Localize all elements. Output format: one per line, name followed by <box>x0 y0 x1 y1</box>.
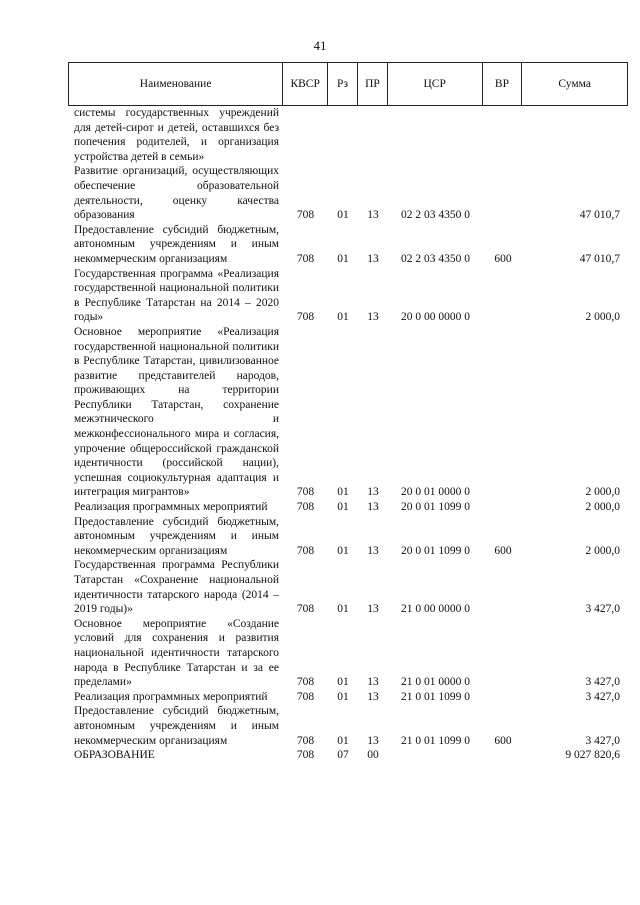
cell-kvsr: 708 <box>296 501 315 514</box>
cell-kvsr: 708 <box>296 544 315 557</box>
cell-sum: 3 427,0 <box>585 676 620 689</box>
cell-rz: 01 <box>337 486 349 499</box>
cell-rz: 01 <box>337 252 349 265</box>
cell-csr: 21 0 01 0000 0 <box>401 676 470 689</box>
table-row <box>68 164 628 222</box>
page-number: 41 <box>313 38 327 53</box>
cell-name: Развитие организаций, осуществляющих обеспечение образовательной деятельности, оценку качества образования <box>74 165 279 222</box>
cell-name: ОБРАЗОВАНИЕ <box>74 749 155 762</box>
header-sum: Сумма <box>558 78 591 90</box>
cell-kvsr: 708 <box>296 690 315 703</box>
cell-pr: 00 <box>367 749 379 762</box>
cell-name: Реализация программных мероприятий <box>74 690 268 703</box>
table-row <box>68 748 628 763</box>
cell-pr: 13 <box>367 690 379 703</box>
cell-kvsr: 708 <box>296 252 315 265</box>
cell-csr: 02 2 03 4350 0 <box>401 209 470 222</box>
table-body <box>68 106 628 763</box>
cell-rz: 01 <box>337 311 349 324</box>
cell-name: Основное мероприятие «Создание условий для сохранения и развития национальной идентичности татарского народа в Республике Татарстан и за ее пределами» <box>74 617 279 689</box>
table-row <box>68 325 628 500</box>
table-row <box>68 106 628 164</box>
cell-name: Реализация программных мероприятий <box>74 501 268 514</box>
cell-csr: 20 0 01 1099 0 <box>401 544 470 557</box>
table-row <box>68 500 628 515</box>
cell-rz: 01 <box>337 209 349 222</box>
cell-kvsr: 708 <box>296 676 315 689</box>
cell-pr: 13 <box>367 734 379 747</box>
cell-sum: 3 427,0 <box>585 690 620 703</box>
cell-kvsr: 708 <box>296 749 315 762</box>
cell-kvsr: 708 <box>296 486 315 499</box>
cell-csr: 21 0 01 1099 0 <box>401 734 470 747</box>
cell-name: системы государственных учреждений для детей-сирот и детей, оставшихся без попечения родителей, и организация устройства детей в семьи» <box>74 107 279 163</box>
cell-rz: 01 <box>337 501 349 514</box>
cell-name: Предоставление субсидий бюджетным, автономным учреждениям и иным некоммерческим организациям <box>74 705 279 747</box>
budget-table <box>68 62 628 763</box>
header-csr: ЦСР <box>388 63 483 105</box>
cell-name: Государственная программа Республики Татарстан «Сохранение национальной идентичности татарского народа (2014 – 2019 годы)» <box>74 559 279 616</box>
cell-vr: 600 <box>494 252 512 265</box>
cell-sum: 2 000,0 <box>585 486 620 499</box>
cell-pr: 13 <box>367 252 379 265</box>
cell-name: Предоставление субсидий бюджетным, автономным учреждениям и иным некоммерческим организациям <box>74 515 279 557</box>
cell-sum: 3 427,0 <box>585 603 620 616</box>
cell-sum: 9 027 820,6 <box>565 749 620 762</box>
cell-csr: 20 0 01 0000 0 <box>401 486 470 499</box>
cell-rz: 07 <box>337 749 349 762</box>
header-rz: Рз <box>328 63 358 105</box>
cell-sum: 2 000,0 <box>585 501 620 514</box>
cell-vr: 600 <box>494 544 512 557</box>
header-kvsr: КВСР <box>283 63 328 105</box>
cell-rz: 01 <box>337 544 349 557</box>
cell-sum: 2 000,0 <box>585 544 620 557</box>
cell-sum: 2 000,0 <box>585 311 620 324</box>
cell-rz: 01 <box>337 603 349 616</box>
cell-csr: 20 0 01 1099 0 <box>401 501 470 514</box>
cell-pr: 13 <box>367 209 379 222</box>
cell-sum: 3 427,0 <box>585 734 620 747</box>
cell-csr: 20 0 00 0000 0 <box>401 311 470 324</box>
cell-pr: 13 <box>367 676 379 689</box>
cell-pr: 13 <box>367 544 379 557</box>
table-row <box>68 617 628 690</box>
table-row <box>68 267 628 325</box>
cell-sum: 47 010,7 <box>579 252 620 265</box>
cell-name: Предоставление субсидий бюджетным, автономным учреждениям и иным некоммерческим организациям <box>74 223 279 265</box>
table-row <box>68 704 628 748</box>
cell-rz: 01 <box>337 734 349 747</box>
cell-sum: 47 010,7 <box>579 209 620 222</box>
cell-pr: 13 <box>367 486 379 499</box>
cell-kvsr: 708 <box>296 734 315 747</box>
table-row <box>68 690 628 705</box>
cell-rz: 01 <box>337 676 349 689</box>
cell-kvsr: 708 <box>296 603 315 616</box>
cell-rz: 01 <box>337 690 349 703</box>
cell-pr: 13 <box>367 501 379 514</box>
table-header <box>68 62 628 106</box>
cell-kvsr: 708 <box>296 311 315 324</box>
cell-vr: 600 <box>494 734 512 747</box>
cell-csr: 02 2 03 4350 0 <box>401 252 470 265</box>
cell-name: Основное мероприятие «Реализация государственной национальной политики в Республике Татарстан, цивилизованное развитие представителей народов, проживающих на территории Республики Татарстан, сохранение межэтнического и межконфессионального мира и согласия, упрочение общероссийской гражданской идентичности (российской нации), успешная социокультурная адаптация и интеграция мигрантов» <box>74 325 279 499</box>
header-pr: ПР <box>358 63 388 105</box>
table-row <box>68 558 628 616</box>
cell-csr: 21 0 01 1099 0 <box>401 690 470 703</box>
cell-pr: 13 <box>367 603 379 616</box>
cell-kvsr: 708 <box>296 209 315 222</box>
cell-csr: 21 0 00 0000 0 <box>401 603 470 616</box>
table-row <box>68 223 628 267</box>
table-row <box>68 515 628 559</box>
cell-pr: 13 <box>367 311 379 324</box>
header-vr: ВР <box>483 63 523 105</box>
header-name: Наименование <box>69 63 283 105</box>
cell-name: Государственная программа «Реализация государственной национальной политики в Республике Татарстан на 2014 – 2020 годы» <box>74 267 279 324</box>
